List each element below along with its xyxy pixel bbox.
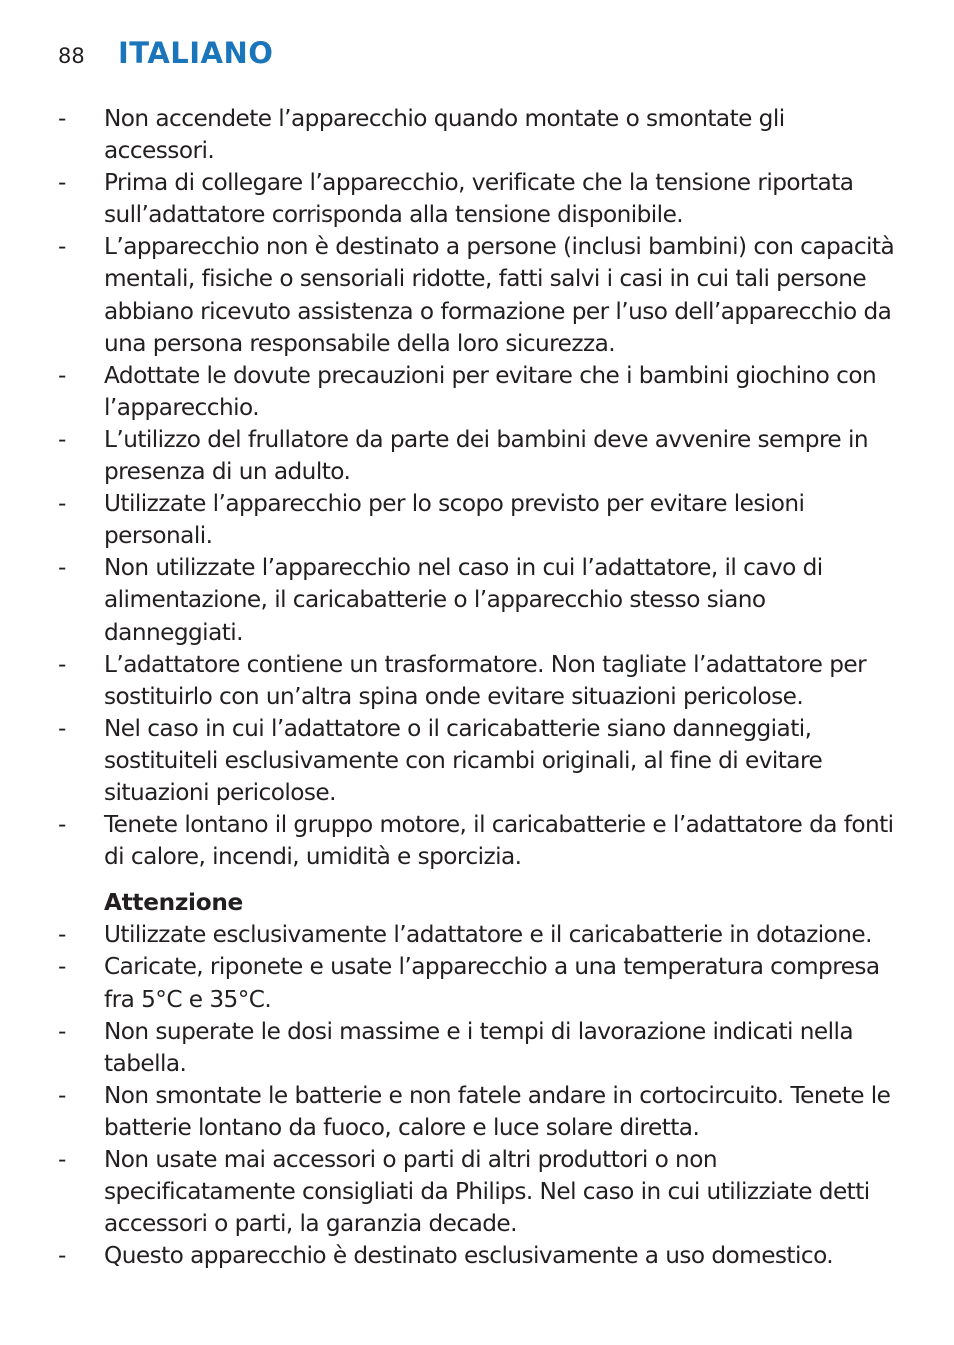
list-item: [58, 1240, 898, 1272]
list-item: [58, 167, 898, 231]
list-item: [58, 713, 898, 809]
list-item-text: Non usate mai accessori o parti di altri produttori o non specificatamente consigliati da Philips. Nel caso in cui utilizziate detti accessori o parti, la garanzia decade.: [104, 1146, 870, 1238]
bullet-dash: -: [58, 425, 66, 453]
list-item: [58, 360, 898, 424]
list-item: [58, 1144, 898, 1240]
list-item-text: Nel caso in cui l’adattatore o il caricabatterie siano danneggiati, sostituiteli esclusivamente con ricambi originali, al fine di evitare situazioni pericolose.: [104, 714, 823, 806]
list-item: [58, 424, 898, 488]
list-item: [58, 649, 898, 713]
page-number: 88: [58, 44, 85, 68]
bullet-dash: -: [58, 490, 66, 518]
caution-heading: Attenzione: [104, 889, 243, 917]
bullet-dash: -: [58, 233, 66, 261]
bullet-dash: -: [58, 650, 66, 678]
bullet-dash: -: [58, 811, 66, 839]
list-item-text: Utilizzate esclusivamente l’adattatore e il caricabatterie in dotazione.: [104, 921, 872, 949]
safety-list: [58, 103, 898, 873]
bullet-dash: -: [58, 169, 66, 197]
list-item: [58, 1016, 898, 1080]
list-item-text: Adottate le dovute precauzioni per evitare che i bambini giochino con l’apparecchio.: [104, 361, 877, 421]
bullet-dash: -: [58, 953, 66, 981]
language-title: ITALIANO: [118, 36, 274, 70]
list-item-text: Non superate le dosi massime e i tempi di lavorazione indicati nella tabella.: [104, 1017, 854, 1077]
list-item-text: Tenete lontano il gruppo motore, il caricabatterie e l’adattatore da fonti di calore, incendi, umidità e sporcizia.: [104, 811, 894, 871]
list-item: [58, 103, 898, 167]
list-item: [58, 951, 898, 1015]
bullet-dash: -: [58, 105, 66, 132]
bullet-dash: -: [58, 1081, 66, 1109]
list-item-text: Caricate, riponete e usate l’apparecchio a una temperatura compresa fra 5°C e 35°C.: [104, 953, 880, 1013]
list-item: [58, 231, 898, 359]
bullet-dash: -: [58, 714, 66, 742]
list-item-text: L’apparecchio non è destinato a persone (inclusi bambini) con capacità mentali, fisiche o sensoriali ridotte, fatti salvi i casi in cui tali persone abbiano ricevuto assistenza o formazione per l’uso dell’apparecchio da una persona responsabile della loro sicurezza.: [104, 233, 895, 357]
list-item-text: Non utilizzate l’apparecchio nel caso in cui l’adattatore, il cavo di alimentazione, il caricabatterie o l’apparecchio stesso siano danneggiati.: [104, 554, 823, 646]
bullet-dash: -: [58, 1242, 66, 1270]
list-item: [58, 1080, 898, 1144]
bullet-dash: -: [58, 1017, 66, 1045]
bullet-dash: -: [58, 361, 66, 389]
list-item: [58, 552, 898, 648]
page-header: [58, 36, 273, 72]
list-item-text: L’utilizzo del frullatore da parte dei bambini deve avvenire sempre in presenza di un adulto.: [104, 425, 869, 486]
list-item-text: Utilizzate l’apparecchio per lo scopo previsto per evitare lesioni personali.: [104, 490, 805, 550]
list-item-text: L’adattatore contiene un trasformatore. Non tagliate l’adattatore per sostituirlo con un’altra spina onde evitare situazioni pericolose.: [104, 650, 867, 710]
caution-list: [58, 919, 898, 1272]
bullet-dash: -: [58, 921, 66, 949]
page-content: [58, 103, 898, 1272]
list-item: [58, 919, 898, 951]
list-item: [58, 488, 898, 552]
list-item-text: Non smontate le batterie e non fatele andare in cortocircuito. Tenete le batterie lontano da fuoco, calore e luce solare diretta.: [104, 1081, 891, 1141]
list-item-text: Questo apparecchio è destinato esclusivamente a uso domestico.: [104, 1242, 834, 1270]
list-item: [58, 809, 898, 873]
bullet-dash: -: [58, 554, 66, 582]
list-item-text: Prima di collegare l’apparecchio, verificate che la tensione riportata sull’adattatore corrisponda alla tensione disponibile.: [104, 169, 854, 229]
list-item-text: Non accendete l’apparecchio quando montate o smontate gli accessori.: [104, 105, 785, 165]
bullet-dash: -: [58, 1146, 66, 1173]
